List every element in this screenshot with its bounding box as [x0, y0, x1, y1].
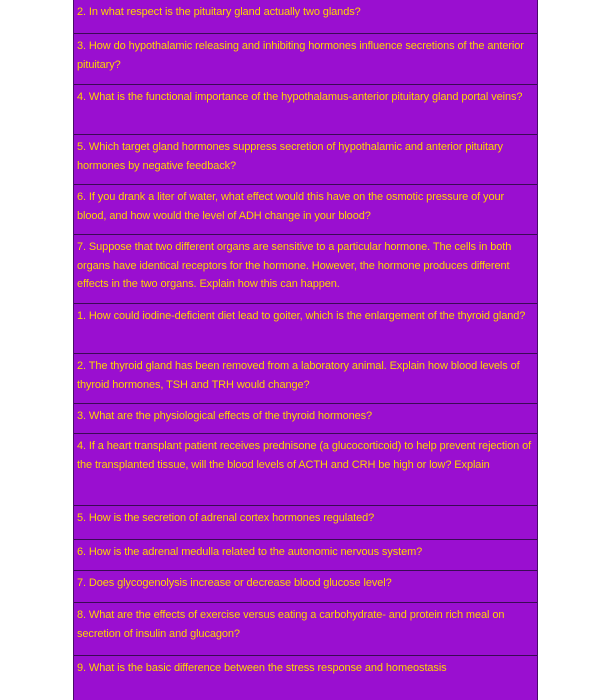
question-item	[74, 234, 537, 303]
question-text: 5. Which target gland hormones suppress secretion of hypothalamic and anterior pituitary hormones by negative feedback?	[77, 141, 503, 172]
question-text: 3. What are the physiological effects of the thyroid hormones?	[77, 410, 373, 422]
question-text: 6. If you drank a liter of water, what effect would this have on the osmotic pressure of your blood, and how would the level of ADH change in your blood?	[77, 191, 505, 222]
question-item	[74, 303, 537, 353]
question-item	[74, 33, 537, 84]
question-item	[74, 84, 537, 134]
question-text: 1. How could iodine-deficient diet lead to goiter, which is the enlargement of the thyroid gland?	[77, 310, 526, 322]
question-item	[74, 184, 537, 234]
question-item	[74, 602, 537, 655]
question-item	[74, 539, 537, 570]
question-text: 7. Does glycogenolysis increase or decrease blood glucose level?	[77, 577, 392, 589]
question-item	[74, 505, 537, 539]
question-item	[74, 403, 537, 433]
question-item	[74, 134, 537, 184]
question-text: 2. The thyroid gland has been removed from a laboratory animal. Explain how blood levels of thyroid hormones, TSH and TRH would change?	[77, 360, 520, 391]
question-text: 5. How is the secretion of adrenal cortex hormones regulated?	[77, 512, 375, 524]
question-item	[74, 570, 537, 602]
question-text: 4. If a heart transplant patient receives prednisone (a glucocorticoid) to help prevent rejection of the transplanted tissue, will the blood levels of ACTH and CRH be high or low? Explain	[77, 440, 532, 471]
question-text: 8. What are the effects of exercise versus eating a carbohydrate- and protein rich meal on secretion of insulin and glucagon?	[77, 609, 505, 640]
question-item	[74, 0, 537, 33]
question-text: 9. What is the basic difference between the stress response and homeostasis	[77, 662, 447, 674]
question-text: 7. Suppose that two different organs are sensitive to a particular hormone. The cells in both organs have identical receptors for the hormone. However, the hormone produces different effects in the two organs. Explain how this can happen.	[77, 241, 512, 290]
question-item	[74, 353, 537, 403]
question-item	[74, 655, 537, 700]
question-list	[73, 0, 538, 700]
question-text: 4. What is the functional importance of the hypothalamus-anterior pituitary gland portal veins?	[77, 91, 523, 103]
question-text: 3. How do hypothalamic releasing and inhibiting hormones influence secretions of the anterior pituitary?	[77, 40, 524, 71]
question-text: 6. How is the adrenal medulla related to the autonomic nervous system?	[77, 546, 423, 558]
question-text: 2. In what respect is the pituitary gland actually two glands?	[77, 6, 361, 18]
question-item	[74, 433, 537, 505]
